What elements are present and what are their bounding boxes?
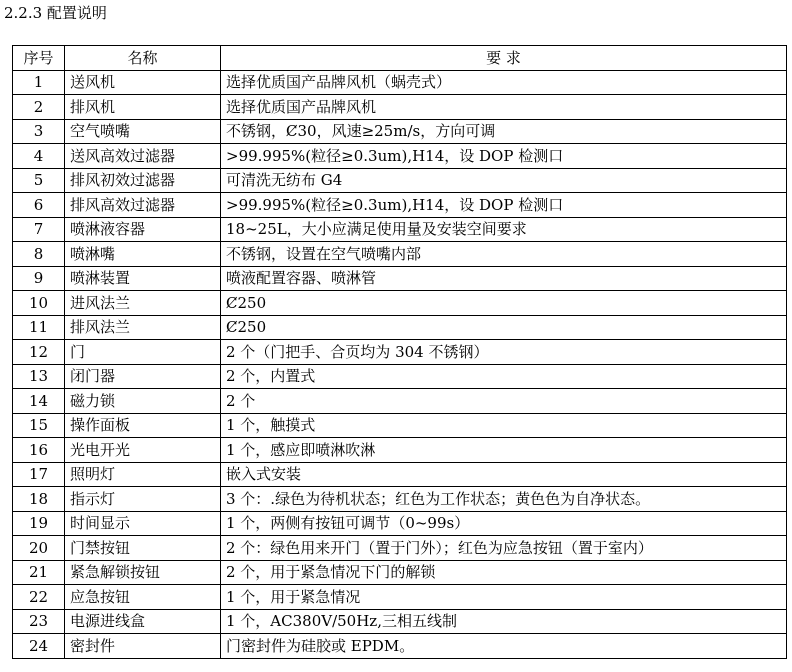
table-row	[13, 413, 787, 438]
cell-no: 20	[13, 536, 65, 561]
cell-name: 磁力锁	[65, 389, 221, 414]
cell-name: 照明灯	[65, 462, 221, 487]
cell-name: 送风高效过滤器	[65, 144, 221, 169]
cell-name: 排风高效过滤器	[65, 193, 221, 218]
cell-no: 3	[13, 119, 65, 144]
cell-requirement: 1 个，感应即喷淋吹淋	[221, 438, 787, 463]
cell-no: 22	[13, 585, 65, 610]
cell-name: 喷淋液容器	[65, 217, 221, 242]
table-row	[13, 119, 787, 144]
table-row	[13, 536, 787, 561]
cell-no: 12	[13, 340, 65, 365]
table-row	[13, 95, 787, 120]
cell-no: 19	[13, 511, 65, 536]
cell-name: 电源进线盒	[65, 609, 221, 634]
table-row	[13, 70, 787, 95]
cell-no: 6	[13, 193, 65, 218]
cell-requirement: 18~25L，大小应满足使用量及安装空间要求	[221, 217, 787, 242]
table-row	[13, 511, 787, 536]
cell-name: 门禁按钮	[65, 536, 221, 561]
table-row	[13, 364, 787, 389]
table-row	[13, 487, 787, 512]
cell-name: 喷淋嘴	[65, 242, 221, 267]
cell-name: 进风法兰	[65, 291, 221, 316]
section-heading: 2.2.3 配置说明	[4, 4, 107, 22]
cell-name: 密封件	[65, 634, 221, 659]
cell-name: 送风机	[65, 70, 221, 95]
cell-requirement: 嵌入式安装	[221, 462, 787, 487]
table-row	[13, 266, 787, 291]
cell-name: 排风法兰	[65, 315, 221, 340]
cell-requirement: 不锈钢，Ȼ30，风速≥25m/s，方向可调	[221, 119, 787, 144]
cell-no: 14	[13, 389, 65, 414]
cell-no: 4	[13, 144, 65, 169]
cell-requirement: 3 个：.绿色为待机状态；红色为工作状态；黄色色为自净状态。	[221, 487, 787, 512]
cell-name: 操作面板	[65, 413, 221, 438]
cell-no: 13	[13, 364, 65, 389]
cell-no: 17	[13, 462, 65, 487]
cell-no: 2	[13, 95, 65, 120]
table-row	[13, 634, 787, 659]
table-row	[13, 315, 787, 340]
cell-no: 8	[13, 242, 65, 267]
cell-no: 15	[13, 413, 65, 438]
cell-name: 光电开光	[65, 438, 221, 463]
cell-requirement: Ȼ250	[221, 291, 787, 316]
cell-no: 18	[13, 487, 65, 512]
table-header-row	[13, 46, 787, 71]
table-row	[13, 438, 787, 463]
table-row	[13, 340, 787, 365]
cell-requirement: 2 个	[221, 389, 787, 414]
cell-name: 时间显示	[65, 511, 221, 536]
table-row	[13, 462, 787, 487]
cell-requirement: 1 个，两侧有按钮可调节（0~99s）	[221, 511, 787, 536]
cell-name: 应急按钮	[65, 585, 221, 610]
cell-no: 23	[13, 609, 65, 634]
cell-requirement: 2 个，内置式	[221, 364, 787, 389]
table-row	[13, 291, 787, 316]
cell-no: 24	[13, 634, 65, 659]
cell-requirement: 1 个，触摸式	[221, 413, 787, 438]
cell-requirement: 2 个：绿色用来开门（置于门外）；红色为应急按钮（置于室内）	[221, 536, 787, 561]
cell-name: 空气喷嘴	[65, 119, 221, 144]
cell-name: 排风初效过滤器	[65, 168, 221, 193]
table-row	[13, 242, 787, 267]
column-header-no: 序号	[13, 46, 65, 71]
cell-no: 5	[13, 168, 65, 193]
cell-no: 1	[13, 70, 65, 95]
cell-requirement: >99.995%(粒径≥0.3um),H14，设 DOP 检测口	[221, 193, 787, 218]
cell-requirement: 2 个（门把手、合页均为 304 不锈钢）	[221, 340, 787, 365]
cell-no: 11	[13, 315, 65, 340]
table-row	[13, 585, 787, 610]
table-row	[13, 389, 787, 414]
cell-requirement: 选择优质国产品牌风机	[221, 95, 787, 120]
cell-requirement: 1 个，AC380V/50Hz,三相五线制	[221, 609, 787, 634]
cell-no: 21	[13, 560, 65, 585]
cell-name: 指示灯	[65, 487, 221, 512]
table-row	[13, 217, 787, 242]
table-row	[13, 193, 787, 218]
column-header-requirement: 要 求	[221, 46, 787, 71]
cell-requirement: 喷液配置容器、喷淋管	[221, 266, 787, 291]
cell-name: 喷淋装置	[65, 266, 221, 291]
cell-requirement: 门密封件为硅胶或 EPDM。	[221, 634, 787, 659]
table-row	[13, 609, 787, 634]
cell-no: 7	[13, 217, 65, 242]
column-header-name: 名称	[65, 46, 221, 71]
cell-no: 16	[13, 438, 65, 463]
cell-requirement: >99.995%(粒径≥0.3um),H14，设 DOP 检测口	[221, 144, 787, 169]
cell-name: 门	[65, 340, 221, 365]
table-row	[13, 144, 787, 169]
cell-requirement: 可清洗无纺布 G4	[221, 168, 787, 193]
cell-name: 排风机	[65, 95, 221, 120]
table-row	[13, 168, 787, 193]
cell-requirement: 1 个，用于紧急情况	[221, 585, 787, 610]
cell-name: 闭门器	[65, 364, 221, 389]
cell-requirement: 2 个，用于紧急情况下门的解锁	[221, 560, 787, 585]
cell-requirement: 选择优质国产品牌风机（蜗壳式）	[221, 70, 787, 95]
cell-no: 10	[13, 291, 65, 316]
configuration-table	[12, 45, 787, 659]
table-row	[13, 560, 787, 585]
cell-name: 紧急解锁按钮	[65, 560, 221, 585]
cell-no: 9	[13, 266, 65, 291]
cell-requirement: 不锈钢，设置在空气喷嘴内部	[221, 242, 787, 267]
cell-requirement: Ȼ250	[221, 315, 787, 340]
